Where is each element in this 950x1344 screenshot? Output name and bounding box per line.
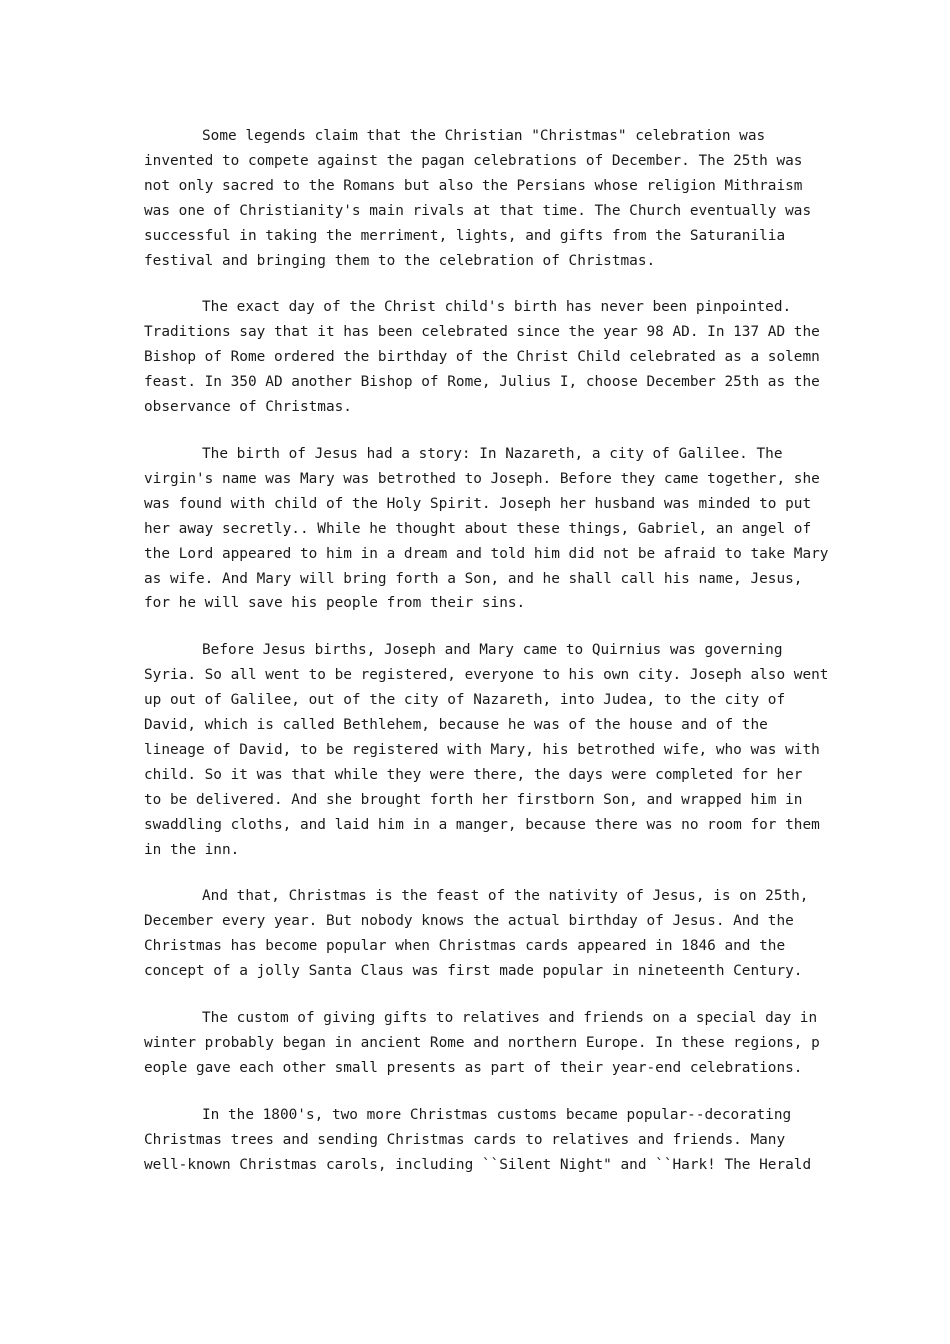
text-line: to be delivered. And she brought forth her firstborn Son, and wrapped him in [144, 791, 803, 808]
text-line: successful in taking the merriment, lights, and gifts from the Saturanilia [144, 227, 786, 244]
text-line: up out of Galilee, out of the city of Nazareth, into Judea, to the city of [144, 692, 786, 709]
text-line: In the 1800's, two more Christmas customs became popular--decorating [202, 1106, 792, 1123]
text-line: Syria. So all went to be registered, everyone to his own city. Joseph also went [144, 667, 829, 684]
paragraph-7 [144, 1103, 810, 1178]
text-line: Before Jesus births, Joseph and Mary came to Quirnius was governing [202, 642, 783, 659]
text-line: feast. In 350 AD another Bishop of Rome, Julius I, choose December 25th as the [144, 374, 820, 391]
paragraph-3 [144, 442, 829, 616]
text-line: her away secretly.. While he thought about these things, Gabriel, an angel of [144, 520, 812, 537]
text-line: Some legends claim that the Christian "Christmas" celebration was [202, 128, 766, 144]
text-line: was found with child of the Holy Spirit. Joseph her husband was minded to put [144, 495, 812, 512]
paragraph-6 [144, 1006, 820, 1081]
text-line: child. So it was that while they were there, the days were completed for her [144, 766, 803, 783]
text-line: was one of Christianity's main rivals at that time. The Church eventually was [144, 202, 812, 219]
text-line: The exact day of the Christ child's birth has never been pinpointed. [202, 299, 792, 316]
text-line: virgin's name was Mary was betrothed to Joseph. Before they came together, she [144, 470, 820, 487]
text-line: The custom of giving gifts to relatives and friends on a special day in [202, 1010, 818, 1027]
text-line: festival and bringing them to the celebration of Christmas. [144, 252, 656, 269]
paragraph-1 [144, 124, 810, 273]
text-line: well-known Christmas carols, including ``Silent Night" and ``Hark! The Herald [144, 1156, 812, 1173]
text-line: Christmas has become popular when Christmas cards appeared in 1846 and the [144, 938, 786, 955]
text-line: swaddling cloths, and laid him in a manger, because there was no room for them [144, 816, 820, 833]
text-line: the Lord appeared to him in a dream and told him did not be afraid to take Mary [144, 545, 829, 562]
text-line: eople gave each other small presents as part of their year-end celebrations. [144, 1059, 803, 1076]
paragraph-4 [144, 638, 829, 862]
text-line: for he will save his people from their sins. [144, 595, 526, 612]
text-line: Bishop of Rome ordered the birthday of the Christ Child celebrated as a solemn [144, 349, 820, 366]
paragraph-5 [144, 884, 810, 984]
paragraph-2 [144, 295, 820, 420]
text-line: as wife. And Mary will bring forth a Son, and he shall call his name, Jesus, [144, 570, 803, 587]
text-line: concept of a jolly Santa Claus was first made popular in nineteenth Century. [144, 963, 803, 980]
document-body [144, 124, 829, 1200]
text-line: winter probably began in ancient Rome and northern Europe. In these regions, p [144, 1035, 820, 1051]
text-line: observance of Christmas. [144, 399, 352, 416]
text-line: in the inn. [144, 841, 240, 858]
text-line: Traditions say that it has been celebrated since the year 98 AD. In 137 AD the [144, 324, 820, 341]
text-line: December every year. But nobody knows the actual birthday of Jesus. And the [144, 913, 794, 930]
text-line: David, which is called Bethlehem, because he was of the house and of the [144, 717, 768, 734]
text-line: The birth of Jesus had a story: In Nazareth, a city of Galilee. The [202, 445, 783, 462]
text-line: lineage of David, to be registered with Mary, his betrothed wife, who was with [144, 741, 820, 758]
text-line: invented to compete against the pagan celebrations of December. The 25th was [144, 152, 803, 169]
text-line: not only sacred to the Romans but also the Persians whose religion Mithraism [144, 177, 803, 194]
text-line: And that, Christmas is the feast of the nativity of Jesus, is on 25th, [202, 888, 809, 905]
text-line: Christmas trees and sending Christmas cards to relatives and friends. Many [144, 1131, 786, 1148]
